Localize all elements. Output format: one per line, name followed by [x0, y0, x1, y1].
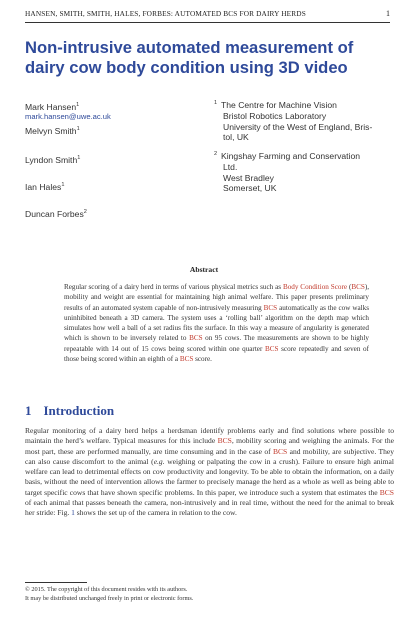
bcs-link[interactable]: BCS: [264, 344, 279, 353]
bcs-link[interactable]: BCS: [189, 334, 203, 343]
bcs-link[interactable]: BCS: [351, 283, 365, 291]
introduction-text: Regular monitoring of a dairy herd helps a herdsman identify problems early and find solutions where possible to maintain the herd’s welfare. Typical measures for this include BCS, mobility scoring and weighing the animals. For the most part, these are performed manually, are time consuming and in the case of BCS and mobility, are subjective. They can also cause discomfort to the animal (e.g. weighing or palpating the cow in a crush). Failure to ensure high animal welfare can lead to detrimental effects on cow productivity and longevity. To be able to obtain the information, on a daily basis, without the need of intervention allows the farmer to precisely manage the herd as a whole as well as being able to target specific cows that have shown specific problems. In this paper, we introduce such a system that estimates the BCS of each animal that passes beneath the camera, non-intrusively and in real time, without the need for the animal to break her stride: Fig. 1 shows the set up of the camera in relation to the cow.: [25, 426, 394, 518]
bcs-link[interactable]: BCS: [379, 487, 394, 497]
section-heading: 1 Introduction: [25, 403, 115, 418]
footnote-rule: [25, 582, 87, 583]
author-1: Mark Hansen$^1$: [25, 101, 80, 112]
abstract-heading: Abstract: [189, 265, 219, 274]
running-head: HANSEN, SMITH, SMITH, HALES, FORBES: AUTOMATED BCS FOR DAIRY HERDS: [25, 9, 306, 18]
author-3: Lyndon Smith$^1$: [25, 154, 81, 165]
author-email[interactable]: mark.hansen@uwe.ac.uk: [25, 112, 111, 121]
author-2: Melvyn Smith$^1$: [25, 125, 80, 136]
figure-link[interactable]: 1: [71, 508, 75, 518]
bcs-link[interactable]: Body Condition Score: [282, 283, 348, 291]
page-number: 1: [386, 9, 390, 18]
author-4: Ian Hales$^1$: [25, 181, 65, 192]
bcs-link[interactable]: BCS: [179, 354, 194, 363]
author-5: Duncan Forbes$^2$: [25, 208, 87, 219]
bcs-link[interactable]: BCS: [263, 303, 278, 312]
header-rule: [25, 22, 390, 23]
paper-title: Non-intrusive automated measurement of dairy cow body condition using 3D video: [25, 38, 354, 77]
copyright-footnote: © 2015. The copyright of this document resides with its authors. It may be distributed unchanged freely in print or electronic forms.: [25, 586, 194, 602]
abstract-text: Regular scoring of a dairy herd in terms of various physical metrics such as Body Condition Score (BCS), mobility and weight are essential for maintaining high animal welfare. This paper presents preliminary results of an automated system capable of non-intrusively measuring BCS automatically as the cow walks uninhibited beneath a 3D camera. The system uses a ‘rolling ball’ algorithm on the depth map which simulates how well a ball of a set radius fits the surface. In this way a measure of angularity is generated which is shown to be inversely related to BCS on 95 cows. The measurements are shown to be highly repeatable with 14 out of 15 cows being scored within one quarter BCS score repeatedly and seven of those being scored within an eighth of a BCS score.: [64, 283, 370, 363]
bcs-link[interactable]: BCS: [272, 446, 288, 456]
bcs-link[interactable]: BCS: [217, 436, 232, 446]
